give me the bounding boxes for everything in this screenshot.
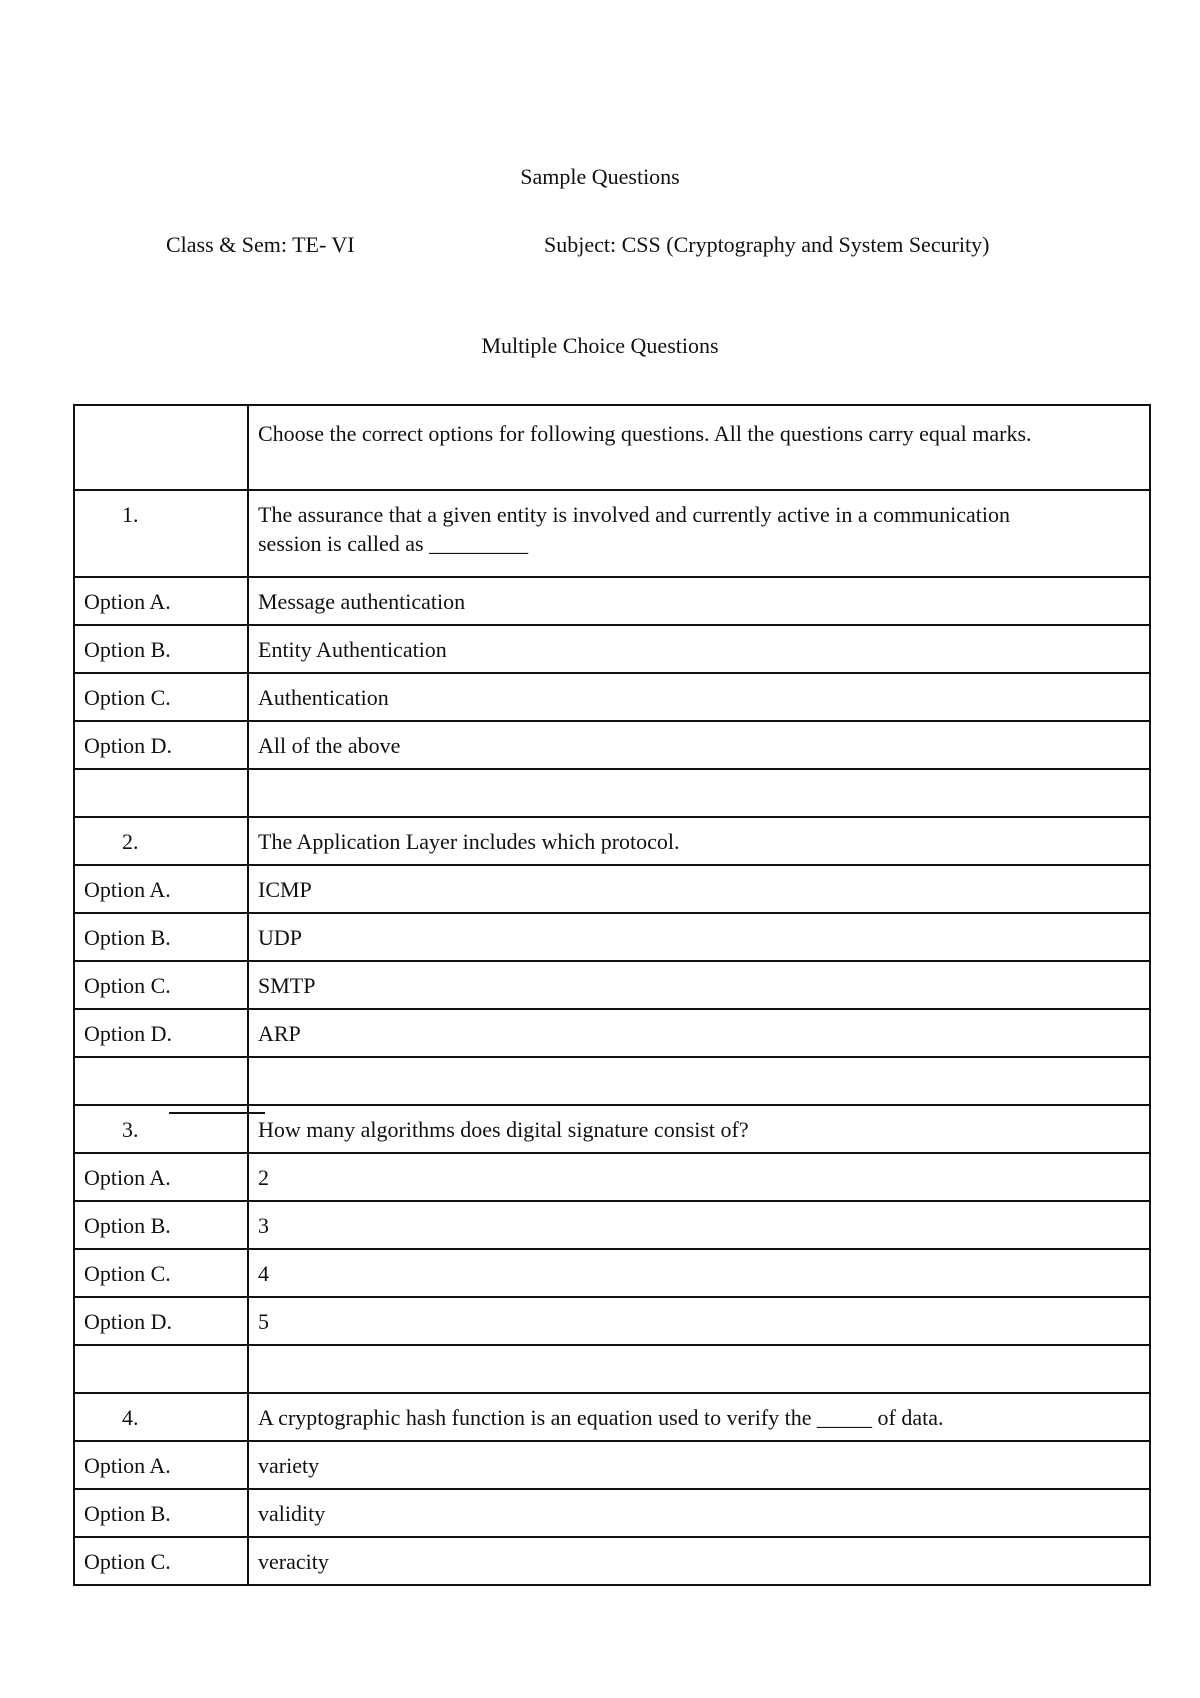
option-row xyxy=(74,1537,1150,1585)
option-label: Option B. xyxy=(74,1201,248,1249)
option-row xyxy=(74,1297,1150,1345)
question-text: How many algorithms does digital signature consist of? xyxy=(248,1105,1150,1153)
question-number: 3. xyxy=(74,1105,248,1153)
stray-underline xyxy=(169,1112,265,1114)
empty-cell xyxy=(248,1057,1150,1105)
question-row xyxy=(74,490,1150,577)
option-row xyxy=(74,865,1150,913)
option-text: ARP xyxy=(248,1009,1150,1057)
option-row xyxy=(74,1249,1150,1297)
option-label: Option B. xyxy=(74,1489,248,1537)
question-text xyxy=(248,490,1150,577)
option-label: Option C. xyxy=(74,673,248,721)
spacer-row xyxy=(74,1345,1150,1393)
option-label: Option C. xyxy=(74,1249,248,1297)
question-text-line: session is called as _________ xyxy=(258,531,529,556)
option-row xyxy=(74,625,1150,673)
option-text: Authentication xyxy=(248,673,1150,721)
class-sem-label: Class & Sem: TE- VI xyxy=(166,232,355,257)
option-text: Entity Authentication xyxy=(248,625,1150,673)
empty-cell xyxy=(248,1345,1150,1393)
section-title: Multiple Choice Questions xyxy=(481,333,719,358)
option-label: Option D. xyxy=(74,721,248,769)
page-title: Sample Questions xyxy=(520,164,680,189)
question-row xyxy=(74,817,1150,865)
option-row xyxy=(74,1153,1150,1201)
option-text: 4 xyxy=(248,1249,1150,1297)
option-label: Option D. xyxy=(74,1297,248,1345)
option-row xyxy=(74,673,1150,721)
question-number: 1. xyxy=(74,490,248,577)
option-text: 5 xyxy=(248,1297,1150,1345)
option-label: Option A. xyxy=(74,1441,248,1489)
option-row xyxy=(74,721,1150,769)
option-text: 2 xyxy=(248,1153,1150,1201)
option-row xyxy=(74,961,1150,1009)
option-row xyxy=(74,1489,1150,1537)
option-label: Option C. xyxy=(74,961,248,1009)
question-text: The Application Layer includes which protocol. xyxy=(248,817,1150,865)
questions-table xyxy=(73,404,1151,1586)
empty-cell xyxy=(74,405,248,490)
option-label: Option D. xyxy=(74,1009,248,1057)
option-label: Option C. xyxy=(74,1537,248,1585)
empty-cell xyxy=(74,1345,248,1393)
option-label: Option A. xyxy=(74,865,248,913)
subject-label: Subject: CSS (Cryptography and System Security) xyxy=(544,232,990,257)
question-text: A cryptographic hash function is an equation used to verify the _____ of data. xyxy=(248,1393,1150,1441)
option-text: variety xyxy=(248,1441,1150,1489)
empty-cell xyxy=(248,769,1150,817)
option-text: UDP xyxy=(248,913,1150,961)
question-number: 2. xyxy=(74,817,248,865)
table-row-intro xyxy=(74,405,1150,490)
question-text-line: The assurance that a given entity is involved and currently active in a communication xyxy=(258,502,1011,527)
question-number: 4. xyxy=(74,1393,248,1441)
option-text: ICMP xyxy=(248,865,1150,913)
empty-cell xyxy=(74,769,248,817)
option-text: validity xyxy=(248,1489,1150,1537)
option-row xyxy=(74,1009,1150,1057)
option-label: Option B. xyxy=(74,625,248,673)
option-row xyxy=(74,913,1150,961)
instructions-text: Choose the correct options for following questions. All the questions carry equal marks. xyxy=(248,405,1150,490)
option-text: 3 xyxy=(248,1201,1150,1249)
option-text: SMTP xyxy=(248,961,1150,1009)
option-label: Option A. xyxy=(74,577,248,625)
spacer-row xyxy=(74,1057,1150,1105)
option-text: All of the above xyxy=(248,721,1150,769)
option-label: Option B. xyxy=(74,913,248,961)
option-row xyxy=(74,577,1150,625)
question-row xyxy=(74,1393,1150,1441)
option-row xyxy=(74,1441,1150,1489)
option-label: Option A. xyxy=(74,1153,248,1201)
empty-cell xyxy=(74,1057,248,1105)
option-text: Message authentication xyxy=(248,577,1150,625)
option-text: veracity xyxy=(248,1537,1150,1585)
spacer-row xyxy=(74,769,1150,817)
option-row xyxy=(74,1201,1150,1249)
